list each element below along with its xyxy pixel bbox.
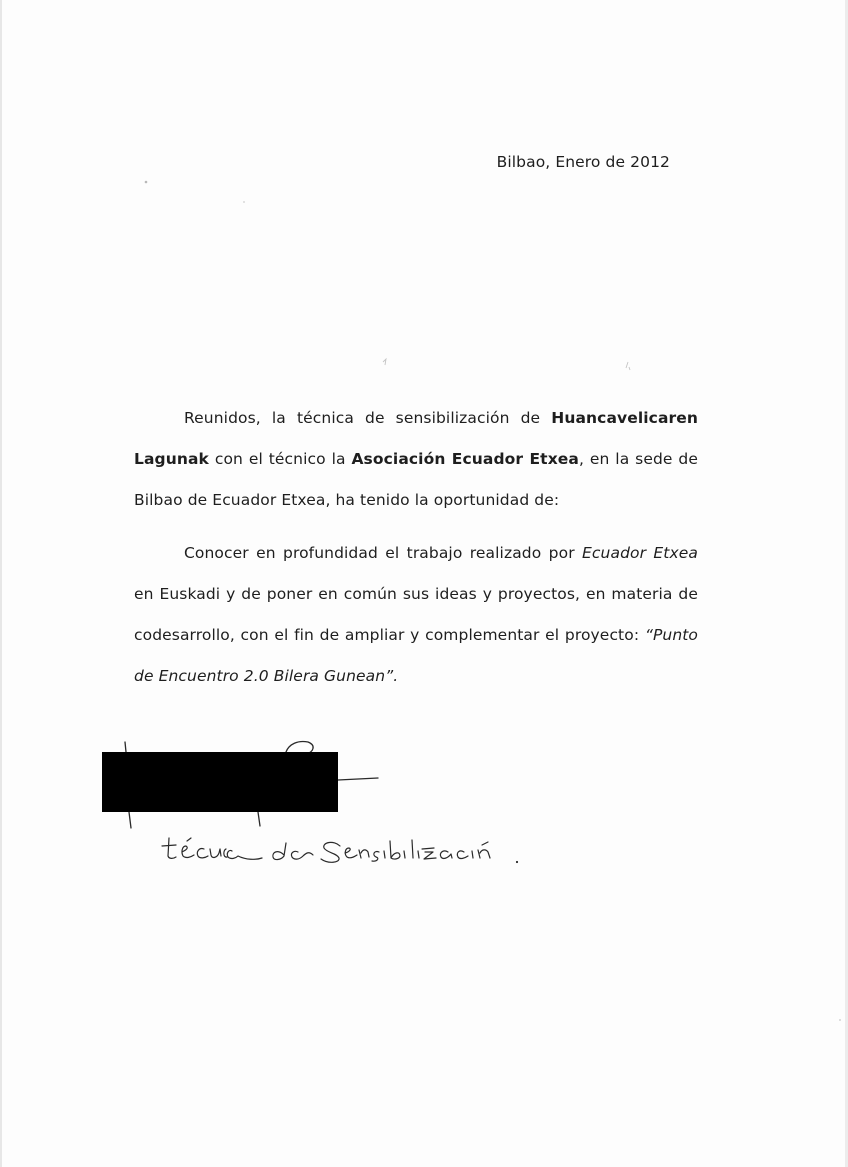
organization-ecuador-etxea-italic: Ecuador Etxea	[582, 544, 698, 562]
handwritten-period	[516, 861, 518, 863]
scan-edge-left	[0, 0, 2, 1167]
project-title: “Punto de Encuentro 2.0 Bilera Gunean”.	[134, 626, 698, 685]
signature-stroke-left	[125, 742, 126, 752]
letter-paragraph-1	[134, 398, 698, 521]
signature-stroke-bottom-right	[258, 812, 260, 826]
paragraph-2-text-a: Conocer en profundidad el trabajo realizado por	[184, 544, 583, 562]
paragraph-2-text-b: en Euskadi y de poner en común sus ideas y proyectos, en materia de codesarrollo, con el fin de ampliar y complementar el proyecto:	[134, 585, 698, 644]
paragraph-1-text-a: Reunidos, la técnica de sensibilización de	[184, 409, 552, 427]
redaction-bar	[102, 752, 338, 812]
letter-date: Bilbao, Enero de 2012	[496, 153, 670, 171]
paragraph-1-text-b: con el técnico la	[208, 450, 352, 468]
organization-ecuador-etxea: Asociación Ecuador Etxea	[351, 450, 579, 468]
handwritten-role-text	[162, 838, 490, 862]
letter-paragraph-2	[134, 533, 698, 697]
paragraph-1-text-c: , en la sede de Bilbao de Ecuador Etxea, ha tenido la oportunidad de:	[134, 450, 698, 509]
signature-stroke-right	[338, 778, 378, 780]
signature-stroke-bottom-left	[129, 812, 131, 828]
organization-huancavelicaren: Huancavelicaren Lagunak	[134, 409, 698, 468]
